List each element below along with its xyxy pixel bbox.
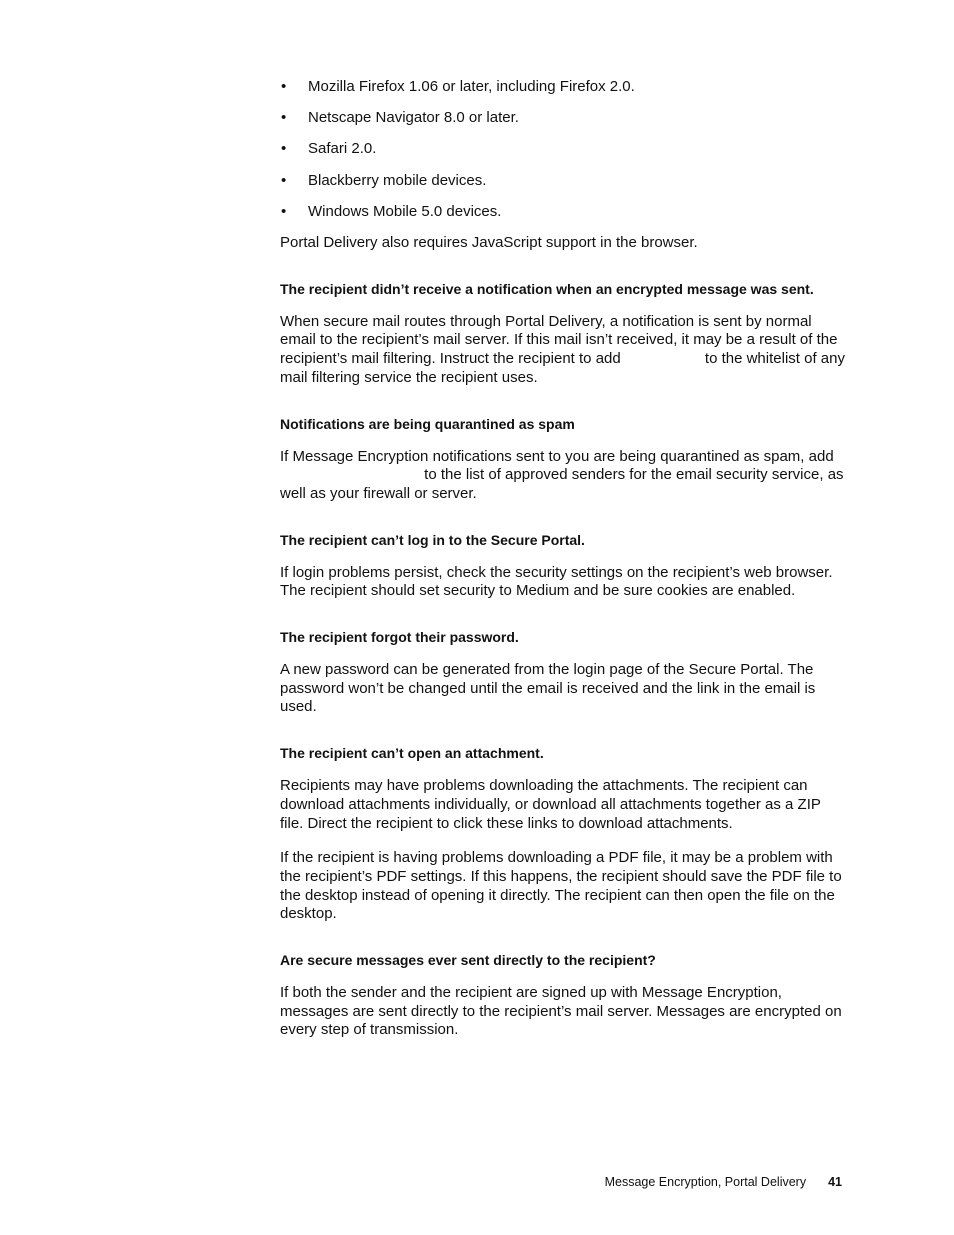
attachment-pdf-paragraph: If the recipient is having problems downloading a PDF file, it may be a problem with the recipient’s PDF settings. If this happens, the recipient should save the PDF file to the desktop instead of opening it directly. The recipient can then open the file on the desktop. [280,849,842,923]
sent-directly-paragraph: If both the sender and the recipient are signed up with Message Encryption, messages are sent directly to the recipient’s mail server. Messages are encrypted on every step of transmission. [280,984,842,1039]
page-footer [605,1174,842,1190]
list-item [280,203,846,222]
javascript-requirement-paragraph: Portal Delivery also requires JavaScript support in the browser. [280,234,698,252]
section-heading-quarantined-spam: Notifications are being quarantined as spam [280,415,575,432]
section-heading-forgot-password: The recipient forgot their password. [280,629,519,646]
page-content [280,78,846,1040]
paragraph-text: to the whitelist of any mail filtering service the recipient uses. [280,350,845,386]
bullet-icon: • [281,78,287,95]
section-heading-sent-directly: Are secure messages ever sent directly to the recipient? [280,952,656,969]
section-heading-no-notification: The recipient didn’t receive a notification when an encrypted message was sent. [280,280,814,297]
list-item [280,172,846,191]
list-item-text: Blackberry mobile devices. [308,171,487,189]
list-item-text: Mozilla Firefox 1.06 or later, including Firefox 2.0. [308,78,635,95]
page-number: 41 [828,1175,842,1189]
cant-log-in-paragraph: If login problems persist, check the security settings on the recipient’s web browser. The recipient should set security to Medium and be sure cookies are enabled. [280,563,833,600]
list-item [280,140,846,159]
list-item-text: Safari 2.0. [308,140,377,158]
bullet-icon: • [281,171,287,189]
list-item [280,109,846,128]
browser-list [280,78,846,222]
list-item-text: Netscape Navigator 8.0 or later. [308,109,519,127]
footer-title: Message Encryption, Portal Delivery [604,1175,807,1189]
list-item [280,78,846,97]
bullet-icon: • [281,140,287,158]
bullet-icon: • [281,202,287,220]
paragraph-text: to the list of approved senders for the email security service, as well as your firewall or server. [280,466,844,502]
paragraph-text: If Message Encryption notifications sent to you are being quarantined as spam, add [280,447,834,465]
paragraph-text: When secure mail routes through Portal Delivery, a notification is sent by normal email to the recipient’s mail server. If this mail isn’t received, it may be a result of the recipient’s mail filtering. Instruct the recipient to add [280,312,838,368]
section-heading-cant-open-attachment: The recipient can’t open an attachment. [280,745,544,762]
no-notification-paragraph [280,313,846,388]
list-item-text: Windows Mobile 5.0 devices. [308,202,502,220]
quarantined-spam-paragraph [280,448,846,504]
section-heading-cant-log-in: The recipient can’t log in to the Secure Portal. [280,531,585,548]
bullet-icon: • [281,109,287,127]
forgot-password-paragraph: A new password can be generated from the login page of the Secure Portal. The password won’t be changed until the email is received and the link in the email is used. [280,661,816,716]
attachment-download-paragraph: Recipients may have problems downloading the attachments. The recipient can download attachments individually, or download all attachments together as a ZIP file. Direct the recipient to click these links to download attachments. [280,777,821,832]
